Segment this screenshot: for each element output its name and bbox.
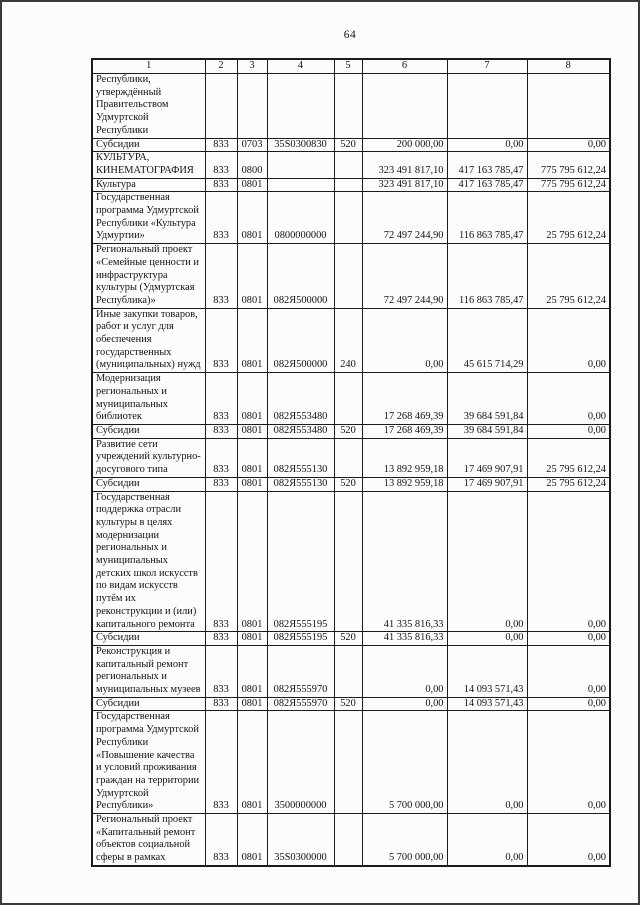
table-body [92, 74, 610, 866]
table-cell: 833 [205, 697, 237, 711]
table-cell: 775 795 612,24 [527, 152, 610, 178]
table-row [92, 697, 610, 711]
table-cell [334, 491, 362, 632]
column-header: 5 [334, 59, 362, 74]
table-cell: 520 [334, 424, 362, 438]
column-header: 8 [527, 59, 610, 74]
table-cell: 17 469 907,91 [447, 477, 527, 491]
table-cell [267, 178, 334, 192]
table-cell [362, 74, 447, 139]
table-cell: 0800000000 [267, 192, 334, 244]
budget-table [91, 58, 611, 867]
table-cell: 14 093 571,43 [447, 697, 527, 711]
row-label-cell: Иные закупки товаров, работ и услуг для обеспечения государственных (муниципальных) нужд [92, 308, 205, 373]
table-cell: 0801 [237, 477, 267, 491]
table-cell: 775 795 612,24 [527, 178, 610, 192]
row-label-cell: Республики, утверждённый Правительством Удмуртской Республики [92, 74, 205, 139]
table-cell: 0800 [237, 152, 267, 178]
table-cell: 41 335 816,33 [362, 632, 447, 646]
table-row [92, 632, 610, 646]
table-cell: 0801 [237, 438, 267, 477]
table-cell [447, 74, 527, 139]
table-cell: 833 [205, 477, 237, 491]
table-header-row [92, 59, 610, 74]
table-cell: 0801 [237, 632, 267, 646]
row-label-cell: Развитие сети учреждений культурно-досугового типа [92, 438, 205, 477]
table-cell: 323 491 817,10 [362, 152, 447, 178]
table-cell: 833 [205, 308, 237, 373]
table-cell: 39 684 591,84 [447, 424, 527, 438]
table-row [92, 645, 610, 697]
table-cell: 520 [334, 697, 362, 711]
row-label-cell: Субсидии [92, 697, 205, 711]
row-label-cell: Региональный проект «Капитальный ремонт объектов социальной сферы в рамках [92, 814, 205, 866]
table-row [92, 477, 610, 491]
table-cell: 240 [334, 308, 362, 373]
table-cell: 0,00 [527, 814, 610, 866]
table-cell: 17 268 469,39 [362, 373, 447, 425]
table-cell: 417 163 785,47 [447, 178, 527, 192]
column-header: 4 [267, 59, 334, 74]
table-cell: 0801 [237, 697, 267, 711]
table-cell: 72 497 244,90 [362, 244, 447, 309]
table-cell [334, 814, 362, 866]
column-header: 7 [447, 59, 527, 74]
table-cell: 45 615 714,29 [447, 308, 527, 373]
row-label-cell: Государственная программа Удмуртской Республики «Повышение качества и условий проживания граждан на территории Удмуртской Республики» [92, 711, 205, 814]
row-label-cell: Субсидии [92, 477, 205, 491]
column-header: 1 [92, 59, 205, 74]
table-cell: 3500000000 [267, 711, 334, 814]
table-cell: 72 497 244,90 [362, 192, 447, 244]
row-label-cell: КУЛЬТУРА, КИНЕМАТОГРАФИЯ [92, 152, 205, 178]
row-label-cell: Государственная поддержка отрасли культуры в целях модернизации региональных и муниципальных детских школ искусств по видам искусств путём их реконструкции и (или) капитального ремонта [92, 491, 205, 632]
table-cell: 833 [205, 424, 237, 438]
table-row [92, 711, 610, 814]
table-cell [237, 74, 267, 139]
table-cell: 833 [205, 244, 237, 309]
row-label-cell: Модернизация региональных и муниципальных библиотек [92, 373, 205, 425]
table-cell: 833 [205, 438, 237, 477]
table-cell: 323 491 817,10 [362, 178, 447, 192]
row-label-cell: Государственная программа Удмуртской Республики «Культура Удмуртии» [92, 192, 205, 244]
table-row [92, 373, 610, 425]
table-cell: 833 [205, 178, 237, 192]
table-cell: 082Я555195 [267, 491, 334, 632]
table-row [92, 438, 610, 477]
table-cell: 0801 [237, 178, 267, 192]
table-cell: 082Я555195 [267, 632, 334, 646]
table-cell [334, 244, 362, 309]
table-cell: 082Я555130 [267, 438, 334, 477]
table-cell: 13 892 959,18 [362, 477, 447, 491]
table-cell: 0801 [237, 814, 267, 866]
table-cell: 082Я553480 [267, 373, 334, 425]
table-cell: 833 [205, 645, 237, 697]
table-cell: 833 [205, 632, 237, 646]
table-cell: 833 [205, 711, 237, 814]
row-label-cell: Субсидии [92, 632, 205, 646]
table-cell: 0801 [237, 711, 267, 814]
table-cell: 41 335 816,33 [362, 491, 447, 632]
table-cell: 35S0300000 [267, 814, 334, 866]
table-cell [527, 74, 610, 139]
table-cell: 39 684 591,84 [447, 373, 527, 425]
table-cell [334, 192, 362, 244]
row-label-cell: Культура [92, 178, 205, 192]
table-cell [334, 373, 362, 425]
table-cell: 0,00 [527, 424, 610, 438]
table-cell: 0,00 [447, 814, 527, 866]
table-cell: 25 795 612,24 [527, 192, 610, 244]
table-cell: 0801 [237, 308, 267, 373]
table-row [92, 178, 610, 192]
table-cell [334, 74, 362, 139]
table-cell: 520 [334, 477, 362, 491]
table-cell: 35S0300830 [267, 138, 334, 152]
table-cell: 0,00 [527, 491, 610, 632]
table-cell: 082Я555130 [267, 477, 334, 491]
table-cell: 833 [205, 192, 237, 244]
table-cell [334, 711, 362, 814]
table-cell: 0801 [237, 645, 267, 697]
table-row [92, 308, 610, 373]
table-cell: 0,00 [362, 645, 447, 697]
table-cell: 17 268 469,39 [362, 424, 447, 438]
table-cell: 0801 [237, 244, 267, 309]
table-cell: 116 863 785,47 [447, 192, 527, 244]
table-cell: 17 469 907,91 [447, 438, 527, 477]
table-cell: 0,00 [527, 711, 610, 814]
table-cell [334, 438, 362, 477]
page-number: 64 [343, 29, 357, 41]
table-cell: 833 [205, 138, 237, 152]
row-label-cell: Субсидии [92, 138, 205, 152]
table-cell [334, 178, 362, 192]
column-header: 6 [362, 59, 447, 74]
table-cell: 833 [205, 373, 237, 425]
table-cell: 0703 [237, 138, 267, 152]
table-cell: 833 [205, 152, 237, 178]
table-cell: 082Я553480 [267, 424, 334, 438]
table-cell: 25 795 612,24 [527, 438, 610, 477]
table-cell: 0,00 [447, 138, 527, 152]
table-cell: 200 000,00 [362, 138, 447, 152]
table-cell [267, 152, 334, 178]
table-cell: 0,00 [527, 373, 610, 425]
table-cell: 0,00 [527, 697, 610, 711]
table-cell [267, 74, 334, 139]
table-cell: 0,00 [447, 632, 527, 646]
table-cell: 13 892 959,18 [362, 438, 447, 477]
table-cell: 0801 [237, 491, 267, 632]
table-cell: 5 700 000,00 [362, 814, 447, 866]
table-cell: 5 700 000,00 [362, 711, 447, 814]
table-cell: 520 [334, 632, 362, 646]
table-cell: 833 [205, 814, 237, 866]
table-cell [205, 74, 237, 139]
table-cell: 0801 [237, 192, 267, 244]
table-cell: 082Я500000 [267, 308, 334, 373]
table-row [92, 491, 610, 632]
table-cell: 0,00 [527, 138, 610, 152]
table-cell: 0,00 [447, 491, 527, 632]
table-cell: 0,00 [527, 632, 610, 646]
row-label-cell: Региональный проект «Семейные ценности и инфраструктура культуры (Удмуртская Республика)» [92, 244, 205, 309]
table-cell: 082Я500000 [267, 244, 334, 309]
table-cell: 0,00 [527, 645, 610, 697]
table-row [92, 814, 610, 866]
table-cell: 0801 [237, 424, 267, 438]
table-cell [334, 645, 362, 697]
table-row [92, 244, 610, 309]
row-label-cell: Субсидии [92, 424, 205, 438]
column-header: 2 [205, 59, 237, 74]
table-cell: 417 163 785,47 [447, 152, 527, 178]
table-row [92, 138, 610, 152]
table-cell: 0801 [237, 373, 267, 425]
table-row [92, 74, 610, 139]
table-cell: 0,00 [527, 308, 610, 373]
table-cell: 520 [334, 138, 362, 152]
table-row [92, 424, 610, 438]
table-cell: 25 795 612,24 [527, 477, 610, 491]
table-cell: 082Я555970 [267, 697, 334, 711]
table-cell: 0,00 [362, 308, 447, 373]
table-cell: 14 093 571,43 [447, 645, 527, 697]
table-cell: 116 863 785,47 [447, 244, 527, 309]
row-label-cell: Реконструкция и капитальный ремонт региональных и муниципальных музеев [92, 645, 205, 697]
table-row [92, 152, 610, 178]
table-row [92, 192, 610, 244]
table-cell: 0,00 [447, 711, 527, 814]
table-cell: 833 [205, 491, 237, 632]
table-cell: 0,00 [362, 697, 447, 711]
table-cell: 082Я555970 [267, 645, 334, 697]
column-header: 3 [237, 59, 267, 74]
table-cell [334, 152, 362, 178]
table-cell: 25 795 612,24 [527, 244, 610, 309]
